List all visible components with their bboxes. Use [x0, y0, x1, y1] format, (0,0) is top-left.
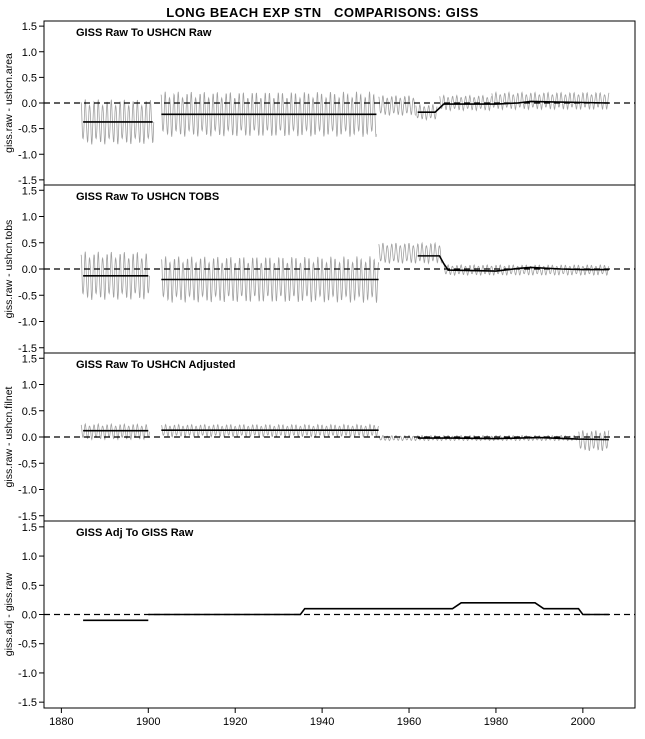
y-tick-label: -0.5	[18, 638, 37, 651]
y-tick-label: 1.0	[21, 379, 37, 392]
y-axis-label: giss.raw - ushcn.area	[3, 53, 15, 153]
y-tick-label: -0.5	[18, 123, 37, 136]
y-tick-label: -1.5	[18, 510, 37, 523]
y-tick-label: -1.5	[18, 697, 37, 710]
y-tick-label: 1.5	[21, 185, 37, 198]
x-tick-label: 1960	[396, 716, 422, 728]
x-tick-label: 1920	[222, 716, 248, 728]
y-axis-label: giss.adj - giss.raw	[3, 572, 15, 657]
monthly-series-line	[379, 243, 442, 264]
y-tick-label: -0.5	[18, 290, 37, 303]
x-tick-label: 1980	[483, 716, 509, 728]
y-tick-label: 1.5	[21, 521, 37, 534]
y-tick-label: 1.0	[21, 211, 37, 224]
smoothed-series-line	[148, 603, 609, 615]
panel-title: GISS Raw To USHCN Adjusted	[76, 359, 236, 371]
y-axis-label: giss.raw - ushcn.filnet	[3, 386, 15, 488]
monthly-series-line	[579, 430, 609, 451]
y-tick-label: 0.0	[21, 98, 37, 110]
y-tick-label: -1.0	[18, 484, 37, 497]
panel-title: GISS Raw To USHCN Raw	[76, 27, 212, 39]
y-tick-label: 0.0	[21, 432, 37, 444]
y-tick-label: -0.5	[18, 458, 37, 471]
y-tick-label: 1.0	[21, 551, 37, 564]
panel-title: GISS Raw To USHCN TOBS	[76, 191, 220, 203]
y-tick-label: -1.0	[18, 316, 37, 329]
monthly-series-line	[379, 96, 416, 116]
x-tick-label: 1880	[49, 716, 74, 728]
x-tick-label: 1940	[309, 716, 335, 728]
y-tick-label: 0.0	[21, 609, 37, 622]
y-tick-label: -1.0	[18, 667, 37, 680]
y-tick-label: -1.5	[18, 342, 37, 355]
y-tick-label: 1.5	[21, 353, 37, 366]
y-tick-label: -1.0	[18, 149, 37, 162]
y-tick-label: -1.5	[18, 174, 37, 187]
y-tick-label: 0.5	[21, 72, 37, 85]
x-tick-label: 1900	[136, 716, 161, 728]
page-title: LONG BEACH EXP STN COMPARISONS: GISS	[166, 5, 479, 20]
y-tick-label: 1.5	[21, 21, 37, 34]
x-tick-label: 2000	[570, 716, 596, 728]
y-axis-label: giss.raw - ushcn.tobs	[3, 219, 15, 319]
y-tick-label: 0.5	[21, 580, 37, 593]
panel-title: GISS Adj To GISS Raw	[76, 527, 194, 539]
y-tick-label: 0.5	[21, 405, 37, 418]
smoothed-series-line	[418, 256, 609, 271]
y-tick-label: 0.5	[21, 237, 37, 250]
monthly-series-line	[492, 92, 609, 109]
y-tick-label: 1.0	[21, 46, 37, 59]
y-tick-label: 0.0	[21, 264, 37, 276]
